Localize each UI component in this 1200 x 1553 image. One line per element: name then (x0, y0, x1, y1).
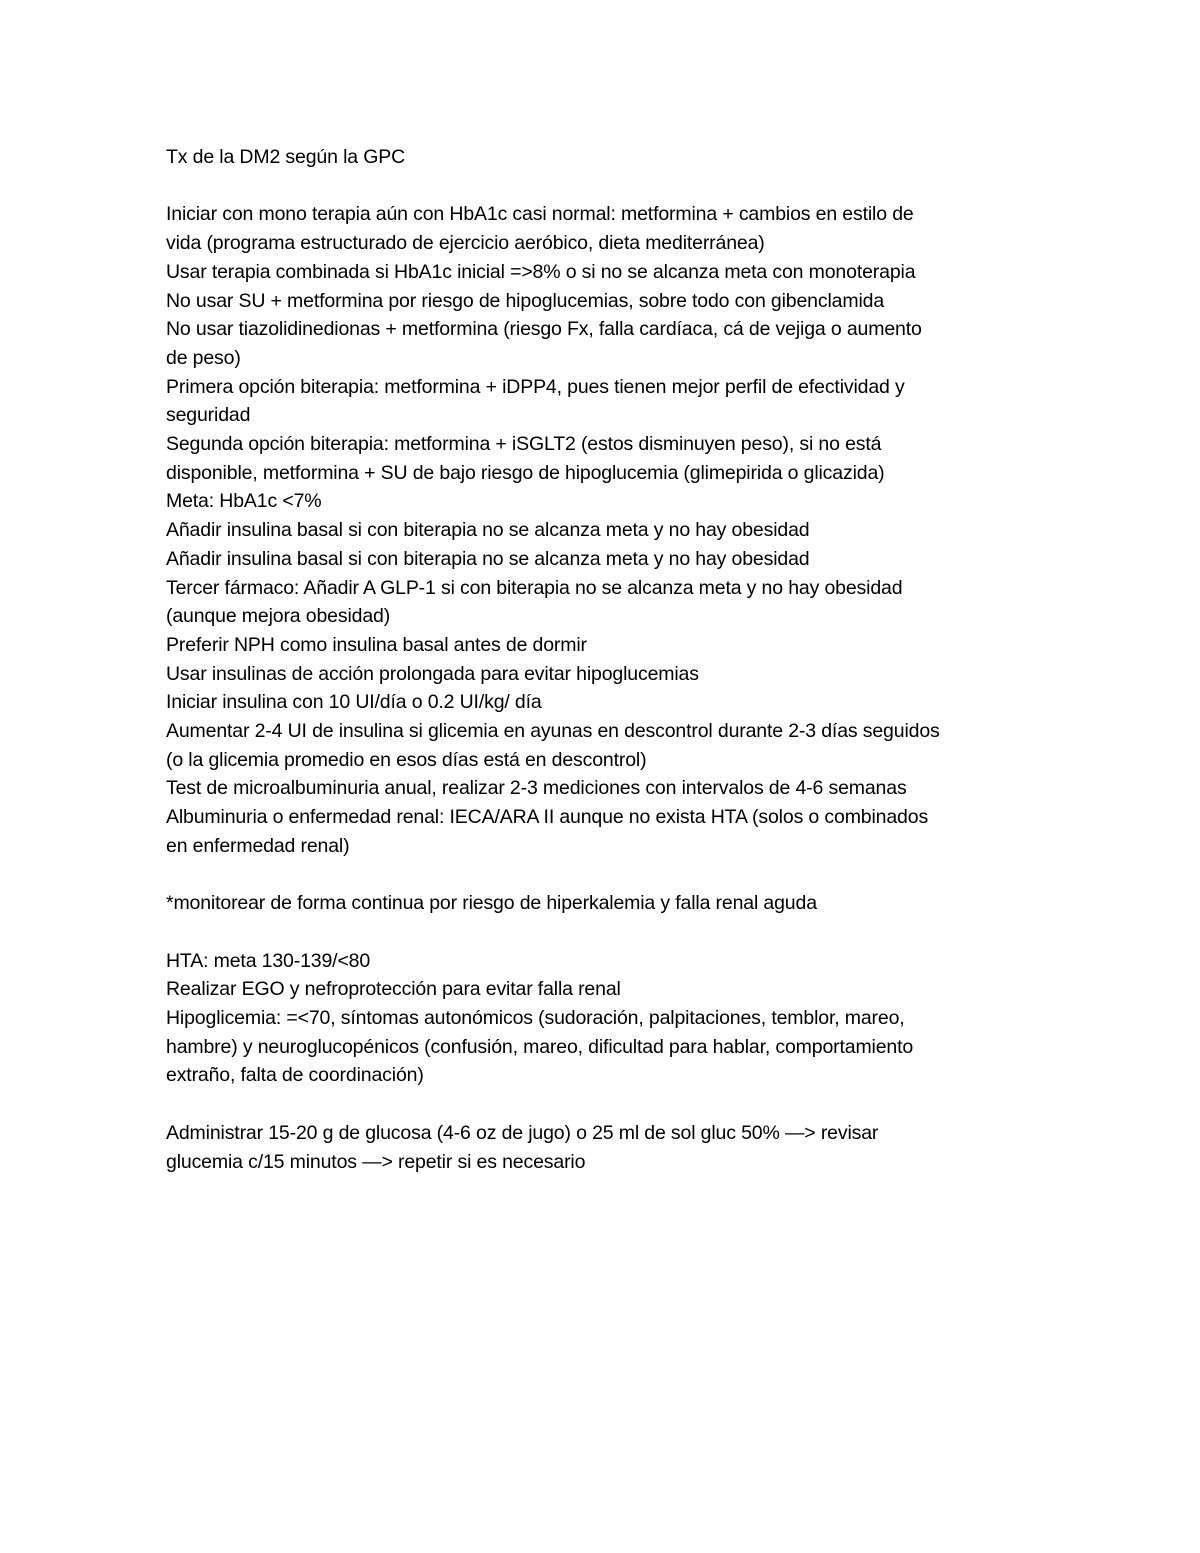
text-line: Tercer fármaco: Añadir A GLP-1 si con biterapia no se alcanza meta y no hay obesidad (166, 576, 903, 599)
text-line: No usar SU + metformina por riesgo de hipoglucemias, sobre todo con gibenclamida (166, 289, 885, 312)
text-line: Preferir NPH como insulina basal antes de dormir (166, 633, 587, 656)
blank-line (166, 1090, 1066, 1119)
text-line: Iniciar con mono terapia aún con HbA1c casi normal: metformina + cambios en estilo de (166, 203, 914, 226)
text-line: No usar tiazolidinedionas + metformina (riesgo Fx, falla cardíaca, cá de vejiga o aumento (166, 318, 922, 341)
text-line: Segunda opción biterapia: metformina + iSGLT2 (estos disminuyen peso), si no está (166, 433, 882, 456)
blank-line (166, 172, 1066, 201)
text-line: Aumentar 2-4 UI de insulina si glicemia en ayunas en descontrol durante 2-3 días seguidos (166, 720, 940, 743)
text-line: Meta: HbA1c <7% (166, 490, 322, 513)
text-line: Test de microalbuminuria anual, realizar 2-3 mediciones con intervalos de 4-6 semanas (166, 777, 907, 800)
text-line: Hipoglicemia: =<70, síntomas autonómicos (sudoración, palpitaciones, temblor, mareo, (166, 1007, 905, 1030)
text-line: Añadir insulina basal si con biterapia no se alcanza meta y no hay obesidad (166, 519, 810, 542)
text-line: seguridad (166, 404, 251, 427)
text-line: HTA: meta 130-139/<80 (166, 949, 371, 972)
blank-line (166, 861, 1066, 890)
section-treatment (166, 200, 1066, 860)
monitoring-note: *monitorear de forma continua por riesgo de hiperkalemia y falla renal aguda (166, 892, 817, 915)
text-line: Administrar 15-20 g de glucosa (4-6 oz de jugo) o 25 ml de sol gluc 50% —> revisar (166, 1121, 879, 1144)
text-line: de peso) (166, 346, 241, 369)
text-line: Añadir insulina basal si con biterapia no se alcanza meta y no hay obesidad (166, 547, 810, 570)
text-line: Iniciar insulina con 10 UI/día o 0.2 UI/kg/ día (166, 691, 542, 714)
blank-line (166, 918, 1066, 947)
text-line: vida (programa estructurado de ejercicio aeróbico, dieta mediterránea) (166, 232, 765, 255)
text-line: Primera opción biterapia: metformina + iDPP4, pues tienen mejor perfil de efectividad y (166, 375, 905, 398)
text-line: Albuminuria o enfermedad renal: IECA/ARA II aunque no exista HTA (solos o combinados (166, 806, 929, 829)
document-title: Tx de la DM2 según la GPC (166, 146, 406, 168)
document-page (166, 143, 1066, 1176)
section-glucose-administration (166, 1119, 1066, 1176)
text-line: en enfermedad renal) (166, 834, 350, 857)
text-line: (aunque mejora obesidad) (166, 605, 391, 628)
section-hta-hypoglycemia (166, 947, 1066, 1091)
text-line: (o la glicemia promedio en esos días está en descontrol) (166, 748, 647, 771)
text-line: Usar terapia combinada si HbA1c inicial =>8% o si no se alcanza meta con monoterapia (166, 260, 916, 283)
text-line: hambre) y neuroglucopénicos (confusión, mareo, dificultad para hablar, comportamiento (166, 1035, 914, 1058)
text-line: glucemia c/15 minutos —> repetir si es necesario (166, 1150, 586, 1173)
text-line: disponible, metformina + SU de bajo riesgo de hipoglucemia (glimepirida o glicazida) (166, 461, 885, 484)
text-line: Usar insulinas de acción prolongada para evitar hipoglucemias (166, 662, 699, 685)
text-line: Realizar EGO y nefroprotección para evitar falla renal (166, 978, 621, 1001)
text-line: extraño, falta de coordinación) (166, 1064, 424, 1087)
